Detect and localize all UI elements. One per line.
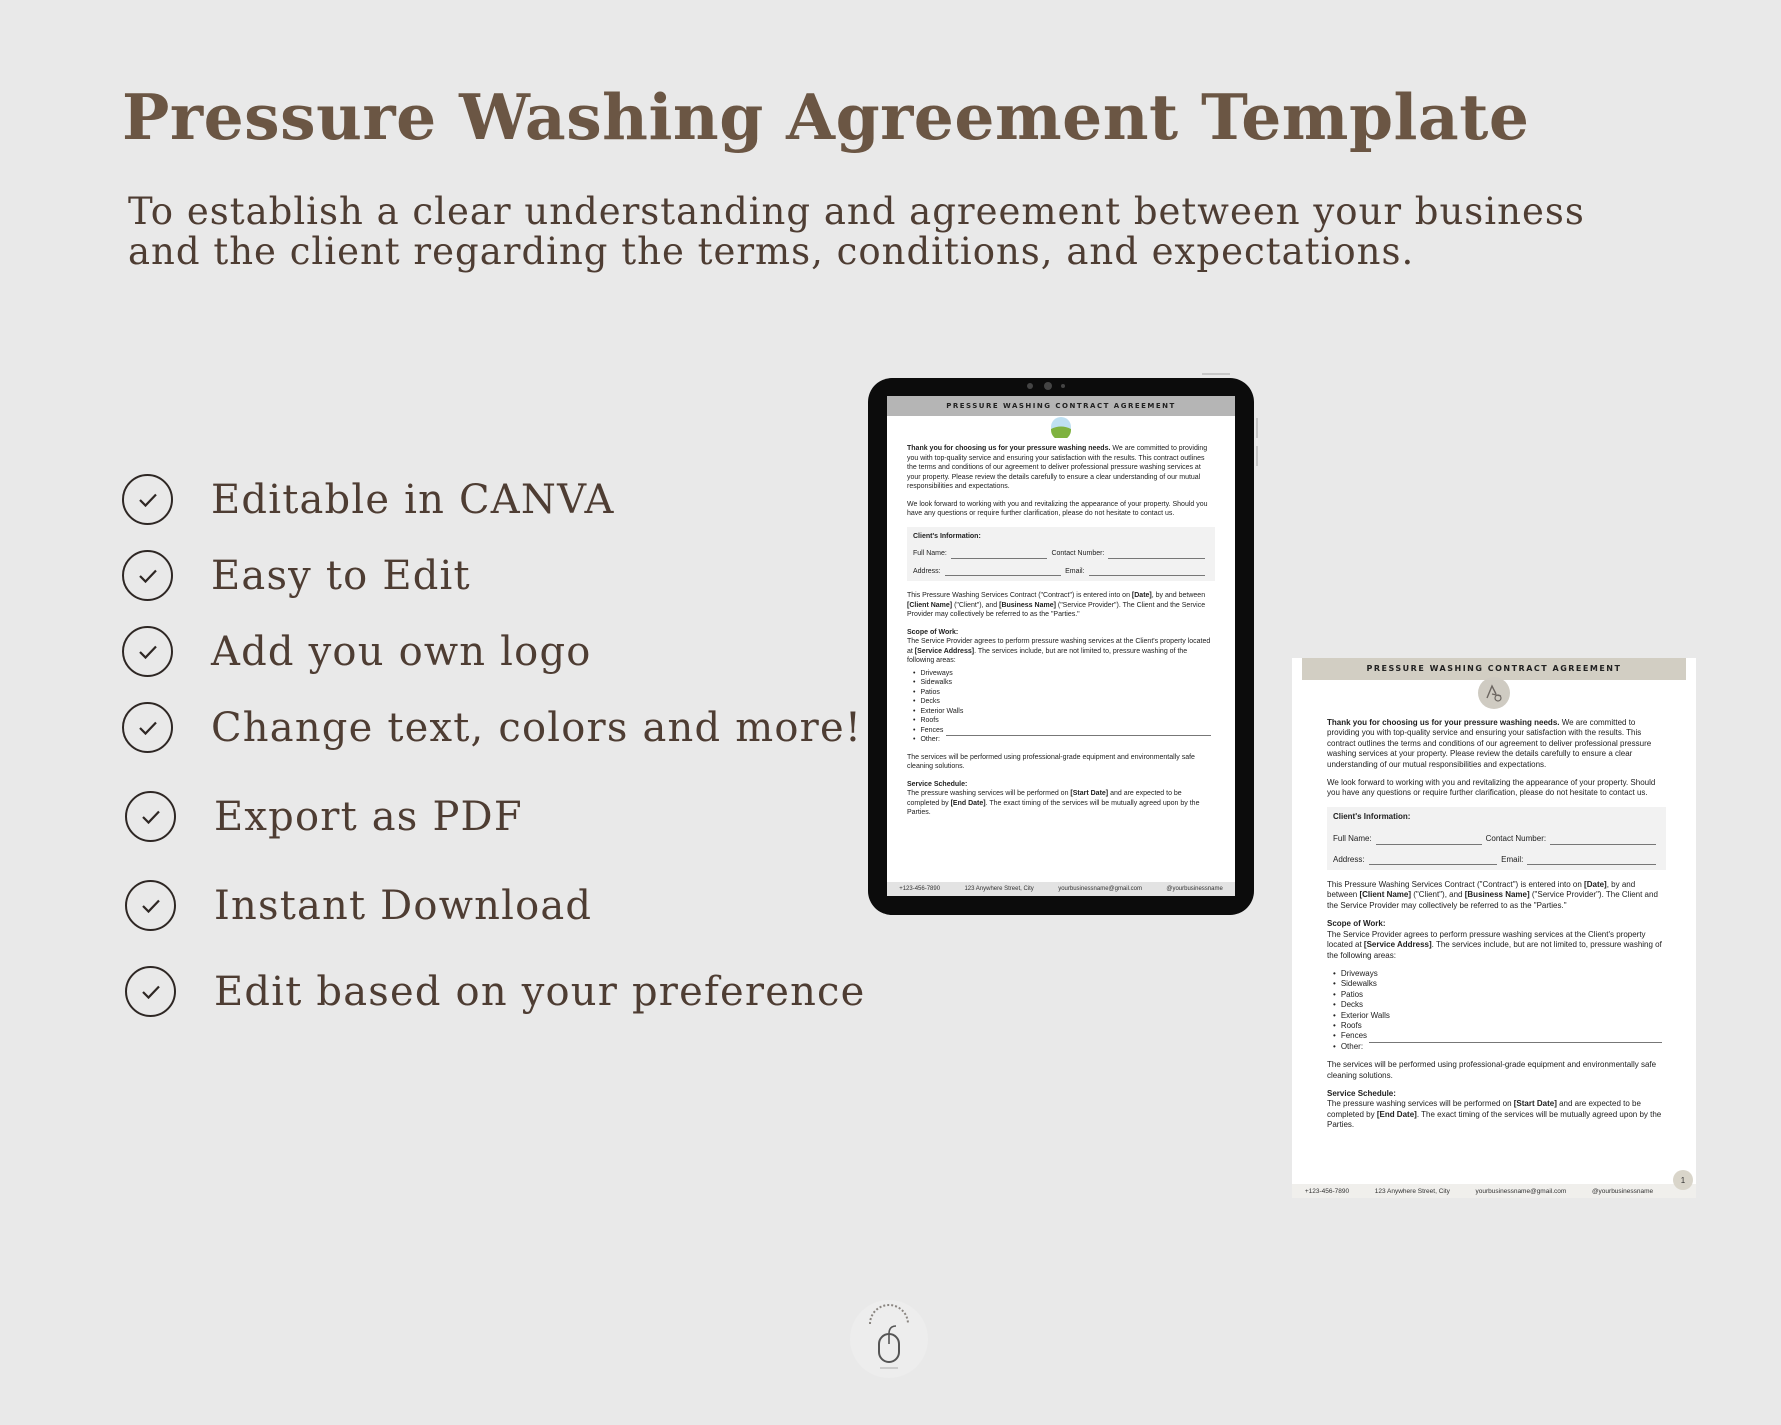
field-label: Address: [913, 567, 941, 575]
list-item: • Patios [913, 688, 1215, 698]
footer-address: 123 Anywhere Street, City [964, 886, 1034, 892]
document-header: PRESSURE WASHING CONTRACT AGREEMENT [887, 396, 1235, 416]
intro-paragraph: Thank you for choosing us for your pressure washing needs. We are committed to providing you with top-quality service and ensuring your satisfaction with the results. This contract outlines the terms and conditions of our agreement to deliver professional pressure washing services at your property. Please review the details carefully to ensure a clear understanding of our mutual responsibilities and expectations. [1327, 718, 1652, 769]
footer-email: yourbusinessname@gmail.com [1058, 886, 1142, 892]
feature-label: Add you own logo [211, 628, 592, 675]
field-label: Full Name: [913, 550, 947, 557]
list-item: • Fences [1333, 1031, 1666, 1041]
list-item: • Patios [1333, 990, 1666, 1000]
areas-list [913, 669, 1215, 745]
check-circle-icon [122, 626, 173, 677]
intro-paragraph-2: We look forward to working with you and revitalizing the appearance of your property. Should you have any questions or require further clarification, please do not hesitate to contact us. [907, 500, 1208, 517]
list-item: • Exterior Walls [913, 707, 1215, 717]
footer-phone: +123-456-7890 [1304, 1187, 1350, 1195]
intro-paragraph: Thank you for choosing us for your pressure washing needs. We are committed to providing you with top-quality service and ensuring your satisfaction with the results. This contract outlines the terms and conditions of our agreement to deliver professional pressure washing services at your property. Please review the details carefully to ensure a clear understanding of our mutual responsibilities and expectations. [907, 445, 1208, 490]
field-label: Email: [1501, 854, 1524, 864]
field-label: Contact Number: [1485, 834, 1547, 844]
tablet-mockup [868, 378, 1254, 915]
footer-address: 123 Anywhere Street, City [1374, 1187, 1450, 1195]
footer-social: @yourbusinessname [1591, 1187, 1654, 1195]
client-info-box [907, 527, 1215, 582]
subtitle-line-1: To establish a clear understanding and agreement between your business [128, 190, 1585, 233]
feature-item [122, 626, 592, 677]
check-circle-icon [125, 966, 176, 1017]
check-circle-icon [125, 880, 176, 931]
client-info-box [1327, 807, 1666, 870]
contract-paragraph: This Pressure Washing Services Contract ("Contract") is entered into on [Date], by and between [Client Name] ("Client"), and [Business Name] ("Service Provider"). The Client and the Service Provider may collectively be referred to as the "Parties." [1327, 880, 1658, 910]
feature-item [125, 966, 866, 1017]
field-label: Email: [1065, 567, 1085, 575]
page-number-badge: 1 [1673, 1170, 1693, 1190]
tablet-side-button [1256, 418, 1258, 438]
list-item: • Driveways [1333, 969, 1666, 979]
client-info-heading: Client's Information: [913, 532, 981, 540]
page-title: Pressure Washing Agreement Template [122, 80, 1530, 154]
tablet-camera-icon [1044, 382, 1052, 390]
document-logo [887, 416, 1235, 438]
document-body [1292, 710, 1696, 1131]
brand-logo [850, 1300, 928, 1378]
equipment-paragraph: The services will be performed using professional-grade equipment and environmentally safe cleaning solutions. [907, 753, 1195, 770]
footer-email: yourbusinessname@gmail.com [1475, 1187, 1567, 1195]
list-item: • Decks [913, 697, 1215, 707]
scope-section: Scope of Work: The Service Provider agrees to perform pressure washing services at the Client's property located at [Service Address]. The services include, but are not limited to, pressure washing of the following areas: [1327, 919, 1662, 960]
feature-label: Easy to Edit [211, 552, 471, 599]
field-label: Contact Number: [1051, 550, 1105, 557]
areas-list [1333, 969, 1666, 1052]
paper-document [1292, 658, 1696, 1198]
document-body [887, 438, 1235, 818]
list-item: • Exterior Walls [1333, 1011, 1666, 1021]
page-subtitle [128, 192, 1688, 272]
check-circle-icon [122, 702, 173, 753]
footer-social: @yourbusinessname [1166, 886, 1223, 892]
list-item: • Driveways [913, 669, 1215, 679]
list-item-other: • Other: [1333, 1042, 1666, 1052]
tablet-top-button [1202, 373, 1230, 375]
check-circle-icon [122, 474, 173, 525]
feature-label: Editable in CANVA [211, 476, 615, 523]
tablet-camera-icon [1061, 384, 1065, 388]
schedule-section: Service Schedule: The pressure washing services will be performed on [Start Date] and are expected to be completed by [End Date]. The exact timing of the services will be mutually agreed upon by the Parties. [907, 780, 1200, 816]
feature-item [125, 880, 592, 931]
list-item: • Sidewalks [913, 678, 1215, 688]
tablet-camera-icon [1027, 383, 1033, 389]
list-item: • Sidewalks [1333, 979, 1666, 989]
feature-item [122, 702, 862, 753]
intro-paragraph-2: We look forward to working with you and revitalizing the appearance of your property. Should you have any questions or require further clarification, please do not hesitate to contact us. [1327, 778, 1656, 798]
list-item: • Roofs [913, 716, 1215, 726]
check-circle-icon [122, 550, 173, 601]
feature-label: Change text, colors and more! [211, 704, 863, 751]
tablet-side-button [1256, 446, 1258, 466]
list-item: • Fences [913, 726, 1215, 736]
pressure-washer-logo-icon [1477, 676, 1511, 710]
landscape-logo-icon [1050, 416, 1072, 438]
check-circle-icon [125, 791, 176, 842]
document-footer [1292, 1184, 1696, 1198]
feature-label: Export as PDF [214, 793, 523, 840]
list-item: • Decks [1333, 1000, 1666, 1010]
field-label: Full Name: [1333, 834, 1372, 844]
equipment-paragraph: The services will be performed using professional-grade equipment and environmentally safe cleaning solutions. [1327, 1060, 1657, 1080]
schedule-section: Service Schedule: The pressure washing services will be performed on [Start Date] and are expected to be completed by [End Date]. The exact timing of the services will be mutually agreed upon by the Parties. [1327, 1088, 1662, 1130]
list-item: • Roofs [1333, 1021, 1666, 1031]
tablet-document [887, 396, 1235, 896]
computer-mouse-logo-icon [850, 1300, 928, 1378]
feature-item [125, 791, 523, 842]
document-header: PRESSURE WASHING CONTRACT AGREEMENT [1302, 658, 1686, 680]
feature-label: Edit based on your preference [214, 968, 866, 1015]
scope-section: Scope of Work: The Service Provider agrees to perform pressure washing services at the Client's property located at [Service Address]. The services include, but are not limited to, pressure washing of the following areas: [907, 628, 1211, 664]
feature-label: Instant Download [214, 882, 593, 929]
document-footer [887, 882, 1235, 896]
client-info-heading: Client's Information: [1333, 811, 1411, 821]
feature-item [122, 474, 615, 525]
subtitle-line-2: and the client regarding the terms, conditions, and expectations. [128, 230, 1415, 273]
list-item-other: • Other: [913, 735, 1215, 745]
footer-phone: +123-456-7890 [899, 886, 941, 892]
contract-paragraph: This Pressure Washing Services Contract ("Contract") is entered into on [Date], by and between [Client Name] ("Client"), and [Business Name] ("Service Provider"). The Client and the Service Provider may collectively be referred to as the "Parties." [907, 592, 1206, 618]
feature-item [122, 550, 471, 601]
field-label: Address: [1333, 854, 1365, 864]
document-logo [1292, 680, 1696, 710]
